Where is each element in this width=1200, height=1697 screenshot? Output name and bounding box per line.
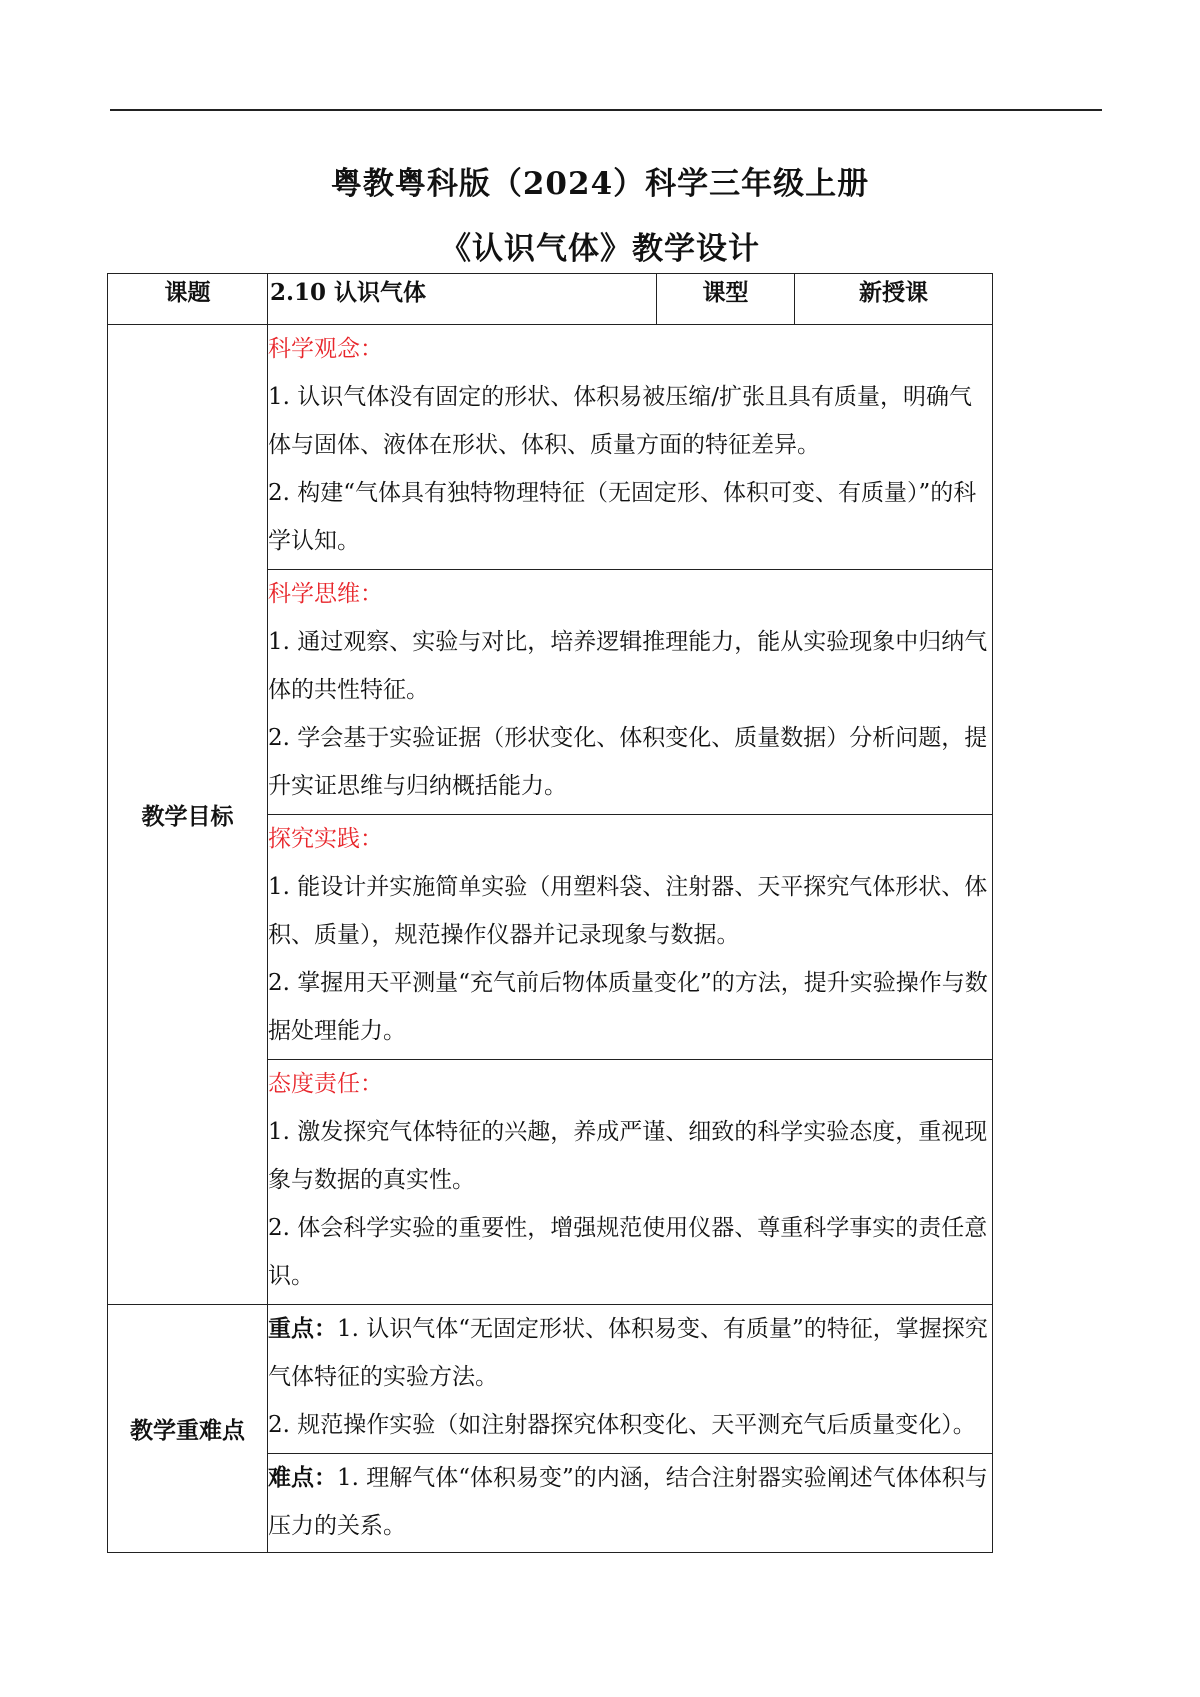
section-heading: 态度责任：: [268, 1071, 383, 1097]
document-title: 粤教粤科版（2024）科学三年级上册: [330, 166, 870, 202]
difficulty-item: [268, 1454, 992, 1550]
focus-item-text: 1. 认识气体“无固定形状、体积易变、有质量”的特征，掌握探究气体特征的实验方法。: [268, 1316, 988, 1390]
section-item: 1. 能设计并实施简单实验（用塑料袋、注射器、天平探究气体形状、体积、质量），规范操作仪器并记录现象与数据。: [268, 874, 988, 948]
section-item: 1. 通过观察、实验与对比，培养逻辑推理能力，能从实验现象中归纳气体的共性特征。: [268, 629, 988, 703]
difficulty-item-text: 1. 理解气体“体积易变”的内涵，结合注射器实验阐述气体体积与压力的关系。: [268, 1465, 988, 1539]
objectives-label: 教学目标: [108, 325, 268, 1305]
objectives-row-concept: [108, 325, 993, 570]
focus-item: [268, 1305, 992, 1401]
section-heading: 科学观念：: [268, 336, 383, 362]
section-item: 2. 构建“气体具有独特物理特征（无固定形、体积可变、有质量）”的科学认知。: [268, 480, 977, 554]
section-heading: 科学思维：: [268, 581, 383, 607]
objective-section-thinking: [268, 570, 993, 815]
focus-item: 2. 规范操作实验（如注射器探究体积变化、天平测充气后质量变化）。: [268, 1412, 976, 1438]
difficulty-heading: 难点：: [268, 1464, 337, 1491]
objective-section-concept: [268, 325, 993, 570]
header-row: [108, 274, 993, 325]
topic-value: 2.10 认识气体: [268, 274, 657, 325]
keypoints-focus: [268, 1305, 993, 1454]
header-rule: [110, 109, 1102, 111]
objective-section-practice: [268, 815, 993, 1060]
focus-heading: 重点：: [268, 1315, 337, 1342]
section-item: 2. 学会基于实验证据（形状变化、体积变化、质量数据）分析问题，提升实证思维与归纳概括能力。: [268, 725, 988, 799]
type-label: 课型: [657, 274, 795, 325]
section-item: 2. 掌握用天平测量“充气前后物体质量变化”的方法，提升实验操作与数据处理能力。: [268, 970, 988, 1044]
lesson-plan-table: [107, 273, 993, 1553]
section-item: 2. 体会科学实验的重要性，增强规范使用仪器、尊重科学事实的责任意识。: [268, 1215, 988, 1289]
document-subtitle: 《认识气体》教学设计: [440, 231, 760, 267]
topic-label: 课题: [108, 274, 268, 325]
keypoints-difficulty: [268, 1454, 993, 1553]
keypoints-row-focus: [108, 1305, 993, 1454]
section-item: 1. 激发探究气体特征的兴趣，养成严谨、细致的科学实验态度，重视现象与数据的真实性。: [268, 1119, 988, 1193]
keypoints-label: 教学重难点: [108, 1305, 268, 1553]
objective-section-attitude: [268, 1060, 993, 1305]
section-item: 1. 认识气体没有固定的形状、体积易被压缩/扩张且具有质量，明确气体与固体、液体在形状、体积、质量方面的特征差异。: [268, 384, 973, 458]
section-heading: 探究实践：: [268, 826, 383, 852]
type-value: 新授课: [795, 274, 993, 325]
